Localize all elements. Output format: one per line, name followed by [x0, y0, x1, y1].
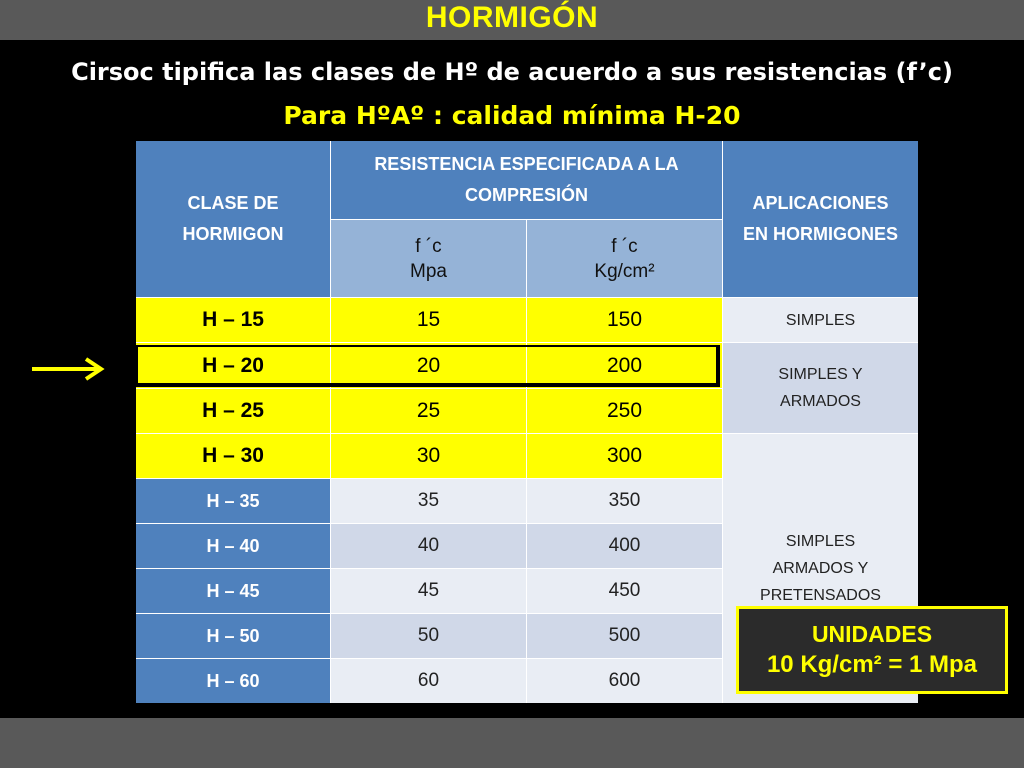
row-h25-clase: H – 25 [136, 388, 330, 433]
bottom-bar [0, 718, 1024, 768]
header-fc-mpa [330, 219, 526, 297]
row-h40-clase: H – 40 [136, 523, 330, 568]
units-conversion: 10 Kg/cm² = 1 Mpa [766, 651, 978, 678]
header-fc-kg [526, 219, 722, 297]
app-pretensados-line2: ARMADOS Y [772, 560, 869, 577]
header-aplicaciones [722, 141, 918, 297]
app-simples-armados-line2: ARMADOS [780, 393, 861, 410]
row-h35-mpa: 35 [330, 478, 526, 523]
header-aplicaciones-text: APLICACIONES EN HORMIGONES [742, 193, 898, 244]
row-h60-clase: H – 60 [136, 658, 330, 703]
app-simples-text: SIMPLES [785, 311, 856, 329]
header-resistencia [330, 141, 722, 219]
row-h15-kg: 150 [526, 297, 722, 342]
header-clase [136, 141, 330, 297]
row-h45-mpa: 45 [330, 568, 526, 613]
row-h40-kg: 400 [526, 523, 722, 568]
subtitle: Cirsoc tipifica las clases de Hº de acuerdo a sus resistencias (f’c) [71, 58, 953, 86]
row-h15-clase: H – 15 [136, 297, 330, 342]
app-simples-armados-line1: SIMPLES Y [778, 366, 863, 383]
subtitle-min-quality: Para HºAº : calidad mínima H-20 [283, 101, 741, 130]
row-h40-mpa: 40 [330, 523, 526, 568]
app-pretensados-line1: SIMPLES [785, 533, 856, 550]
row-h35-clase: H – 35 [136, 478, 330, 523]
row-h30-mpa: 30 [330, 433, 526, 478]
header-fc-kg-line2: Kg/cm² [594, 260, 655, 282]
row-h20-kg: 200 [526, 342, 722, 388]
header-resistencia-text: RESISTENCIA ESPECIFICADA A LA COMPRESIÓN [374, 154, 679, 205]
row-h30-kg: 300 [526, 433, 722, 478]
app-pretensados-line3: PRETENSADOS [760, 587, 881, 604]
row-h20-mpa: 20 [330, 342, 526, 388]
units-box [736, 606, 1008, 694]
header-clase-text: CLASE DE HORMIGON [182, 193, 284, 244]
app-simples-armados [722, 342, 918, 433]
header-fc-kg-line1: f ´c [611, 235, 638, 257]
arrow-right-icon [30, 356, 106, 382]
row-h45-kg: 450 [526, 568, 722, 613]
row-h20-clase: H – 20 [136, 342, 330, 388]
row-h50-kg: 500 [526, 613, 722, 658]
row-h50-mpa: 50 [330, 613, 526, 658]
row-h60-kg: 600 [526, 658, 722, 703]
row-h50-clase: H – 50 [136, 613, 330, 658]
row-h15-mpa: 15 [330, 297, 526, 342]
row-h25-kg: 250 [526, 388, 722, 433]
row-h25-mpa: 25 [330, 388, 526, 433]
app-simples [722, 297, 918, 342]
header-fc-mpa-line2: Mpa [410, 260, 447, 282]
header-fc-mpa-line1: f ´c [415, 235, 442, 257]
row-h45-clase: H – 45 [136, 568, 330, 613]
row-h30-clase: H – 30 [136, 433, 330, 478]
row-h60-mpa: 60 [330, 658, 526, 703]
row-h35-kg: 350 [526, 478, 722, 523]
top-bar [0, 0, 1024, 40]
slide-title: HORMIGÓN [425, 1, 599, 34]
units-label: UNIDADES [811, 621, 933, 647]
